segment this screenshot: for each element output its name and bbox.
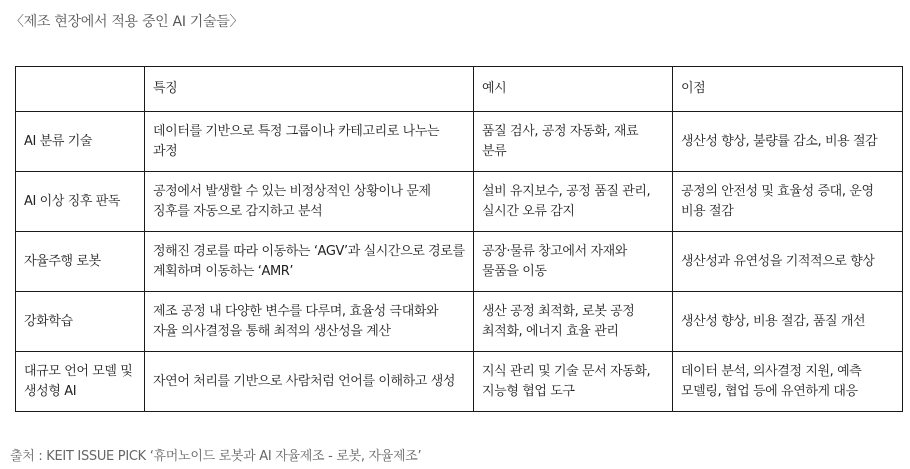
row-example: 품질 검사, 공정 자동화, 재료 분류 bbox=[474, 112, 673, 172]
header-cell-benefits: 이점 bbox=[673, 67, 903, 112]
row-benefit: 생산성 향상, 비용 절감, 품질 개선 bbox=[673, 292, 903, 352]
table-row bbox=[16, 112, 903, 172]
table-caption: 〈제조 현장에서 적용 중인 AI 기술들〉 bbox=[10, 14, 244, 30]
row-feature: 정해진 경로를 따라 이동하는 ‘AGV’과 실시간으로 경로를 계획하며 이동하는 ‘AMR’ bbox=[145, 232, 474, 292]
header-cell-features: 특징 bbox=[145, 67, 474, 112]
row-example: 공장·물류 창고에서 자재와 물품을 이동 bbox=[474, 232, 673, 292]
row-feature: 제조 공정 내 다양한 변수를 다루며, 효율성 극대화와 자율 의사결정을 통해 최적의 생산성을 계산 bbox=[145, 292, 474, 352]
header-cell-examples: 예시 bbox=[474, 67, 673, 112]
table-row bbox=[16, 352, 903, 412]
row-feature: 데이터를 기반으로 특정 그룹이나 카테고리로 나누는 과정 bbox=[145, 112, 474, 172]
ai-technology-table bbox=[15, 66, 903, 412]
row-benefit: 공정의 안전성 및 효율성 증대, 운영 비용 절감 bbox=[673, 172, 903, 232]
row-tech-name: AI 분류 기술 bbox=[16, 112, 145, 172]
row-tech-name: 강화학습 bbox=[16, 292, 145, 352]
row-tech-name: 대규모 언어 모델 및 생성형 AI bbox=[16, 352, 145, 412]
table-row bbox=[16, 232, 903, 292]
row-example: 설비 유지보수, 공정 품질 관리, 실시간 오류 감지 bbox=[474, 172, 673, 232]
table-header-row bbox=[16, 67, 903, 112]
table-row bbox=[16, 172, 903, 232]
table-row bbox=[16, 292, 903, 352]
row-tech-name: AI 이상 징후 판독 bbox=[16, 172, 145, 232]
row-benefit: 생산성과 유연성을 기적적으로 향상 bbox=[673, 232, 903, 292]
header-cell-blank bbox=[16, 67, 145, 112]
row-example: 지식 관리 및 기술 문서 자동화, 지능형 협업 도구 bbox=[474, 352, 673, 412]
source-citation: 출처 : KEIT ISSUE PICK ‘휴머노이드 로봇과 AI 자율제조 - 로봇, 자율제조’ bbox=[10, 449, 422, 464]
row-benefit: 생산성 향상, 불량률 감소, 비용 절감 bbox=[673, 112, 903, 172]
row-benefit: 데이터 분석, 의사결정 지원, 예측 모델링, 협업 등에 유연하게 대응 bbox=[673, 352, 903, 412]
row-tech-name: 자율주행 로봇 bbox=[16, 232, 145, 292]
row-example: 생산 공정 최적화, 로봇 공정 최적화, 에너지 효율 관리 bbox=[474, 292, 673, 352]
row-feature: 자연어 처리를 기반으로 사람처럼 언어를 이해하고 생성 bbox=[145, 352, 474, 412]
row-feature: 공정에서 발생할 수 있는 비정상적인 상황이나 문제 징후를 자동으로 감지하고 분석 bbox=[145, 172, 474, 232]
